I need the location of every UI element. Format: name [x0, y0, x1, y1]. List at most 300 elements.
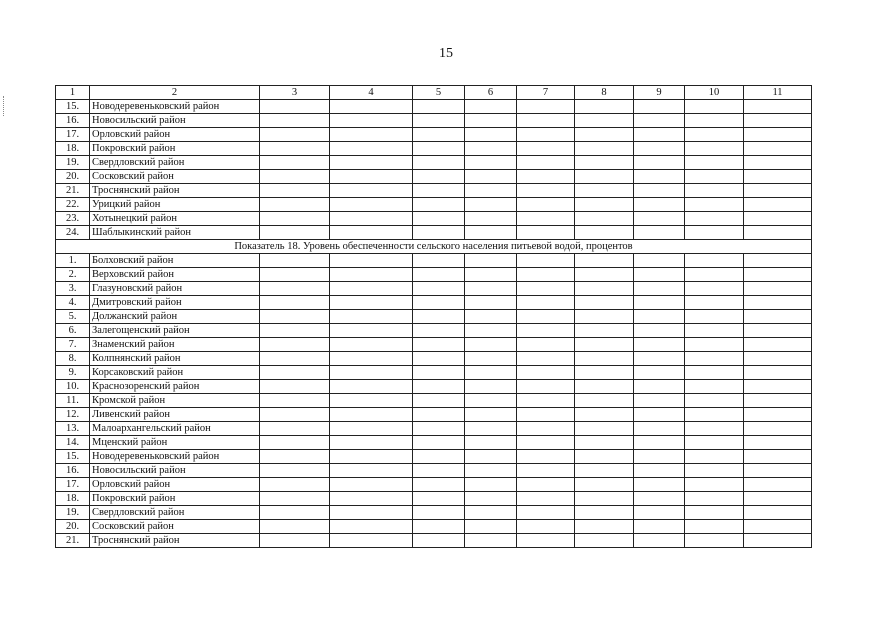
- value-cell: [413, 492, 465, 506]
- value-cell: [685, 212, 744, 226]
- value-cell: [413, 212, 465, 226]
- row-number: 21.: [56, 534, 90, 548]
- value-cell: [634, 170, 685, 184]
- value-cell: [260, 338, 330, 352]
- value-cell: [575, 534, 634, 548]
- district-name: Орловский район: [90, 478, 260, 492]
- value-cell: [575, 366, 634, 380]
- district-name: Свердловский район: [90, 506, 260, 520]
- column-header: 7: [517, 86, 575, 100]
- table-row: [56, 212, 812, 226]
- value-cell: [685, 128, 744, 142]
- value-cell: [260, 128, 330, 142]
- value-cell: [685, 156, 744, 170]
- value-cell: [517, 128, 575, 142]
- value-cell: [465, 170, 517, 184]
- value-cell: [413, 464, 465, 478]
- value-cell: [465, 282, 517, 296]
- value-cell: [634, 114, 685, 128]
- value-cell: [744, 338, 812, 352]
- row-number: 20.: [56, 520, 90, 534]
- value-cell: [517, 100, 575, 114]
- value-cell: [575, 394, 634, 408]
- value-cell: [744, 268, 812, 282]
- value-cell: [517, 436, 575, 450]
- value-cell: [413, 324, 465, 338]
- table-row: [56, 492, 812, 506]
- value-cell: [260, 478, 330, 492]
- value-cell: [260, 184, 330, 198]
- value-cell: [517, 394, 575, 408]
- value-cell: [634, 366, 685, 380]
- value-cell: [634, 212, 685, 226]
- table-row: [56, 100, 812, 114]
- value-cell: [465, 408, 517, 422]
- table-row: [56, 338, 812, 352]
- section-row: [56, 240, 812, 254]
- column-header: 10: [685, 86, 744, 100]
- value-cell: [744, 380, 812, 394]
- value-cell: [330, 492, 413, 506]
- value-cell: [517, 282, 575, 296]
- value-cell: [330, 184, 413, 198]
- value-cell: [685, 226, 744, 240]
- value-cell: [744, 226, 812, 240]
- value-cell: [465, 198, 517, 212]
- value-cell: [330, 296, 413, 310]
- value-cell: [413, 170, 465, 184]
- value-cell: [465, 520, 517, 534]
- value-cell: [465, 338, 517, 352]
- value-cell: [413, 394, 465, 408]
- column-header: 5: [413, 86, 465, 100]
- district-name: Глазуновский район: [90, 282, 260, 296]
- value-cell: [260, 254, 330, 268]
- value-cell: [517, 114, 575, 128]
- value-cell: [744, 450, 812, 464]
- data-table: [55, 85, 812, 548]
- value-cell: [517, 296, 575, 310]
- value-cell: [330, 338, 413, 352]
- value-cell: [330, 380, 413, 394]
- value-cell: [330, 422, 413, 436]
- value-cell: [413, 478, 465, 492]
- value-cell: [413, 282, 465, 296]
- value-cell: [634, 436, 685, 450]
- value-cell: [330, 478, 413, 492]
- row-number: 9.: [56, 366, 90, 380]
- value-cell: [517, 506, 575, 520]
- value-cell: [685, 338, 744, 352]
- district-name: Троснянский район: [90, 534, 260, 548]
- value-cell: [465, 310, 517, 324]
- district-name: Сосковский район: [90, 170, 260, 184]
- table-row: [56, 436, 812, 450]
- value-cell: [517, 212, 575, 226]
- value-cell: [575, 128, 634, 142]
- district-name: Дмитровский район: [90, 296, 260, 310]
- table-row: [56, 450, 812, 464]
- value-cell: [330, 142, 413, 156]
- value-cell: [465, 394, 517, 408]
- table-row: [56, 366, 812, 380]
- value-cell: [260, 380, 330, 394]
- value-cell: [685, 408, 744, 422]
- table-row: [56, 128, 812, 142]
- value-cell: [685, 184, 744, 198]
- value-cell: [465, 534, 517, 548]
- margin-mark: [3, 96, 6, 116]
- value-cell: [330, 450, 413, 464]
- value-cell: [517, 324, 575, 338]
- row-number: 19.: [56, 506, 90, 520]
- row-number: 20.: [56, 170, 90, 184]
- value-cell: [260, 422, 330, 436]
- value-cell: [260, 520, 330, 534]
- value-cell: [685, 114, 744, 128]
- value-cell: [465, 156, 517, 170]
- value-cell: [330, 464, 413, 478]
- value-cell: [634, 324, 685, 338]
- value-cell: [634, 156, 685, 170]
- value-cell: [260, 366, 330, 380]
- value-cell: [575, 282, 634, 296]
- value-cell: [575, 268, 634, 282]
- value-cell: [413, 142, 465, 156]
- value-cell: [517, 450, 575, 464]
- value-cell: [575, 492, 634, 506]
- value-cell: [744, 436, 812, 450]
- table-row: [56, 506, 812, 520]
- value-cell: [465, 268, 517, 282]
- value-cell: [744, 366, 812, 380]
- value-cell: [260, 534, 330, 548]
- value-cell: [517, 422, 575, 436]
- value-cell: [634, 464, 685, 478]
- value-cell: [465, 212, 517, 226]
- value-cell: [517, 170, 575, 184]
- table-row: [56, 324, 812, 338]
- value-cell: [634, 478, 685, 492]
- value-cell: [575, 296, 634, 310]
- value-cell: [260, 352, 330, 366]
- value-cell: [260, 310, 330, 324]
- row-number: 18.: [56, 142, 90, 156]
- value-cell: [685, 198, 744, 212]
- value-cell: [260, 268, 330, 282]
- value-cell: [517, 184, 575, 198]
- value-cell: [744, 506, 812, 520]
- value-cell: [413, 184, 465, 198]
- value-cell: [575, 198, 634, 212]
- value-cell: [685, 170, 744, 184]
- value-cell: [413, 198, 465, 212]
- value-cell: [413, 114, 465, 128]
- row-number: 16.: [56, 464, 90, 478]
- value-cell: [330, 268, 413, 282]
- district-name: Новодеревеньковский район: [90, 450, 260, 464]
- value-cell: [465, 422, 517, 436]
- value-cell: [465, 100, 517, 114]
- column-header: 11: [744, 86, 812, 100]
- value-cell: [465, 226, 517, 240]
- table-row: [56, 254, 812, 268]
- value-cell: [260, 436, 330, 450]
- table-body: [56, 86, 812, 548]
- value-cell: [260, 464, 330, 478]
- value-cell: [330, 310, 413, 324]
- value-cell: [685, 366, 744, 380]
- value-cell: [575, 212, 634, 226]
- value-cell: [744, 128, 812, 142]
- row-number: 17.: [56, 128, 90, 142]
- row-number: 5.: [56, 310, 90, 324]
- value-cell: [685, 142, 744, 156]
- value-cell: [517, 478, 575, 492]
- value-cell: [260, 226, 330, 240]
- value-cell: [634, 198, 685, 212]
- value-cell: [685, 422, 744, 436]
- value-cell: [575, 114, 634, 128]
- district-name: Болховский район: [90, 254, 260, 268]
- value-cell: [685, 492, 744, 506]
- value-cell: [413, 100, 465, 114]
- value-cell: [413, 268, 465, 282]
- value-cell: [685, 100, 744, 114]
- column-header: 8: [575, 86, 634, 100]
- value-cell: [634, 534, 685, 548]
- value-cell: [330, 436, 413, 450]
- value-cell: [685, 534, 744, 548]
- table-row: [56, 282, 812, 296]
- district-name: Новосильский район: [90, 114, 260, 128]
- value-cell: [685, 520, 744, 534]
- value-cell: [413, 380, 465, 394]
- value-cell: [330, 254, 413, 268]
- value-cell: [330, 212, 413, 226]
- district-name: Шаблыкинский район: [90, 226, 260, 240]
- value-cell: [517, 338, 575, 352]
- value-cell: [517, 310, 575, 324]
- table-row: [56, 114, 812, 128]
- row-number: 13.: [56, 422, 90, 436]
- value-cell: [517, 142, 575, 156]
- value-cell: [517, 198, 575, 212]
- value-cell: [260, 408, 330, 422]
- value-cell: [413, 408, 465, 422]
- row-number: 12.: [56, 408, 90, 422]
- value-cell: [685, 478, 744, 492]
- value-cell: [465, 506, 517, 520]
- table-row: [56, 142, 812, 156]
- value-cell: [685, 282, 744, 296]
- value-cell: [260, 212, 330, 226]
- value-cell: [575, 478, 634, 492]
- table-row: [56, 156, 812, 170]
- row-number: 17.: [56, 478, 90, 492]
- value-cell: [744, 464, 812, 478]
- value-cell: [260, 324, 330, 338]
- district-name: Урицкий район: [90, 198, 260, 212]
- value-cell: [330, 394, 413, 408]
- table-row: [56, 226, 812, 240]
- value-cell: [685, 352, 744, 366]
- value-cell: [330, 128, 413, 142]
- district-name: Троснянский район: [90, 184, 260, 198]
- value-cell: [744, 184, 812, 198]
- value-cell: [575, 184, 634, 198]
- value-cell: [634, 506, 685, 520]
- district-name: Корсаковский район: [90, 366, 260, 380]
- value-cell: [685, 436, 744, 450]
- value-cell: [330, 520, 413, 534]
- row-number: 15.: [56, 450, 90, 464]
- district-name: Колпнянский район: [90, 352, 260, 366]
- value-cell: [575, 100, 634, 114]
- value-cell: [744, 212, 812, 226]
- value-cell: [685, 464, 744, 478]
- value-cell: [575, 380, 634, 394]
- value-cell: [517, 408, 575, 422]
- value-cell: [413, 226, 465, 240]
- value-cell: [260, 492, 330, 506]
- district-name: Мценский район: [90, 436, 260, 450]
- value-cell: [413, 310, 465, 324]
- value-cell: [465, 254, 517, 268]
- district-name: Покровский район: [90, 142, 260, 156]
- table-row: [56, 352, 812, 366]
- value-cell: [465, 296, 517, 310]
- value-cell: [575, 408, 634, 422]
- value-cell: [575, 450, 634, 464]
- value-cell: [465, 492, 517, 506]
- section-title: Показатель 18. Уровень обеспеченности сельского населения питьевой водой, процентов: [56, 240, 812, 254]
- table-row: [56, 184, 812, 198]
- value-cell: [517, 464, 575, 478]
- value-cell: [517, 156, 575, 170]
- value-cell: [330, 534, 413, 548]
- value-cell: [634, 268, 685, 282]
- value-cell: [575, 156, 634, 170]
- value-cell: [744, 170, 812, 184]
- value-cell: [634, 254, 685, 268]
- value-cell: [744, 114, 812, 128]
- page-number: 15: [439, 46, 453, 61]
- value-cell: [465, 324, 517, 338]
- value-cell: [517, 520, 575, 534]
- value-cell: [575, 226, 634, 240]
- value-cell: [517, 226, 575, 240]
- district-name: Новодеревеньковский район: [90, 100, 260, 114]
- value-cell: [744, 282, 812, 296]
- district-name: Знаменский район: [90, 338, 260, 352]
- table-row: [56, 534, 812, 548]
- value-cell: [413, 352, 465, 366]
- table-row: [56, 408, 812, 422]
- row-number: 23.: [56, 212, 90, 226]
- value-cell: [744, 324, 812, 338]
- column-header: 6: [465, 86, 517, 100]
- value-cell: [330, 366, 413, 380]
- district-name: Верховский район: [90, 268, 260, 282]
- district-name: Новосильский район: [90, 464, 260, 478]
- row-number: 11.: [56, 394, 90, 408]
- district-name: Покровский район: [90, 492, 260, 506]
- table-row: [56, 464, 812, 478]
- value-cell: [260, 282, 330, 296]
- value-cell: [634, 282, 685, 296]
- column-header: 1: [56, 86, 90, 100]
- value-cell: [413, 254, 465, 268]
- value-cell: [413, 296, 465, 310]
- value-cell: [465, 450, 517, 464]
- district-name: Залегощенский район: [90, 324, 260, 338]
- value-cell: [744, 156, 812, 170]
- table-row: [56, 198, 812, 212]
- row-number: 1.: [56, 254, 90, 268]
- value-cell: [413, 436, 465, 450]
- row-number: 19.: [56, 156, 90, 170]
- column-header: 4: [330, 86, 413, 100]
- value-cell: [330, 100, 413, 114]
- value-cell: [465, 464, 517, 478]
- value-cell: [517, 492, 575, 506]
- value-cell: [744, 520, 812, 534]
- table-row: [56, 170, 812, 184]
- value-cell: [685, 380, 744, 394]
- row-number: 3.: [56, 282, 90, 296]
- value-cell: [517, 366, 575, 380]
- value-cell: [634, 394, 685, 408]
- value-cell: [330, 282, 413, 296]
- table-row: [56, 422, 812, 436]
- district-name: Сосковский район: [90, 520, 260, 534]
- district-name: Хотынецкий район: [90, 212, 260, 226]
- value-cell: [634, 310, 685, 324]
- table-row: [56, 520, 812, 534]
- value-cell: [634, 520, 685, 534]
- value-cell: [575, 436, 634, 450]
- value-cell: [575, 464, 634, 478]
- value-cell: [465, 114, 517, 128]
- value-cell: [465, 142, 517, 156]
- value-cell: [517, 254, 575, 268]
- value-cell: [685, 450, 744, 464]
- row-number: 10.: [56, 380, 90, 394]
- value-cell: [744, 492, 812, 506]
- value-cell: [413, 534, 465, 548]
- value-cell: [634, 422, 685, 436]
- value-cell: [634, 352, 685, 366]
- row-number: 15.: [56, 100, 90, 114]
- value-cell: [744, 100, 812, 114]
- value-cell: [634, 492, 685, 506]
- row-number: 4.: [56, 296, 90, 310]
- district-name: Кромской район: [90, 394, 260, 408]
- column-header: 2: [90, 86, 260, 100]
- value-cell: [330, 226, 413, 240]
- value-cell: [744, 408, 812, 422]
- row-number: 8.: [56, 352, 90, 366]
- value-cell: [413, 422, 465, 436]
- value-cell: [744, 422, 812, 436]
- value-cell: [575, 324, 634, 338]
- district-name: Малоархангельский район: [90, 422, 260, 436]
- value-cell: [685, 506, 744, 520]
- value-cell: [330, 506, 413, 520]
- value-cell: [260, 100, 330, 114]
- value-cell: [575, 352, 634, 366]
